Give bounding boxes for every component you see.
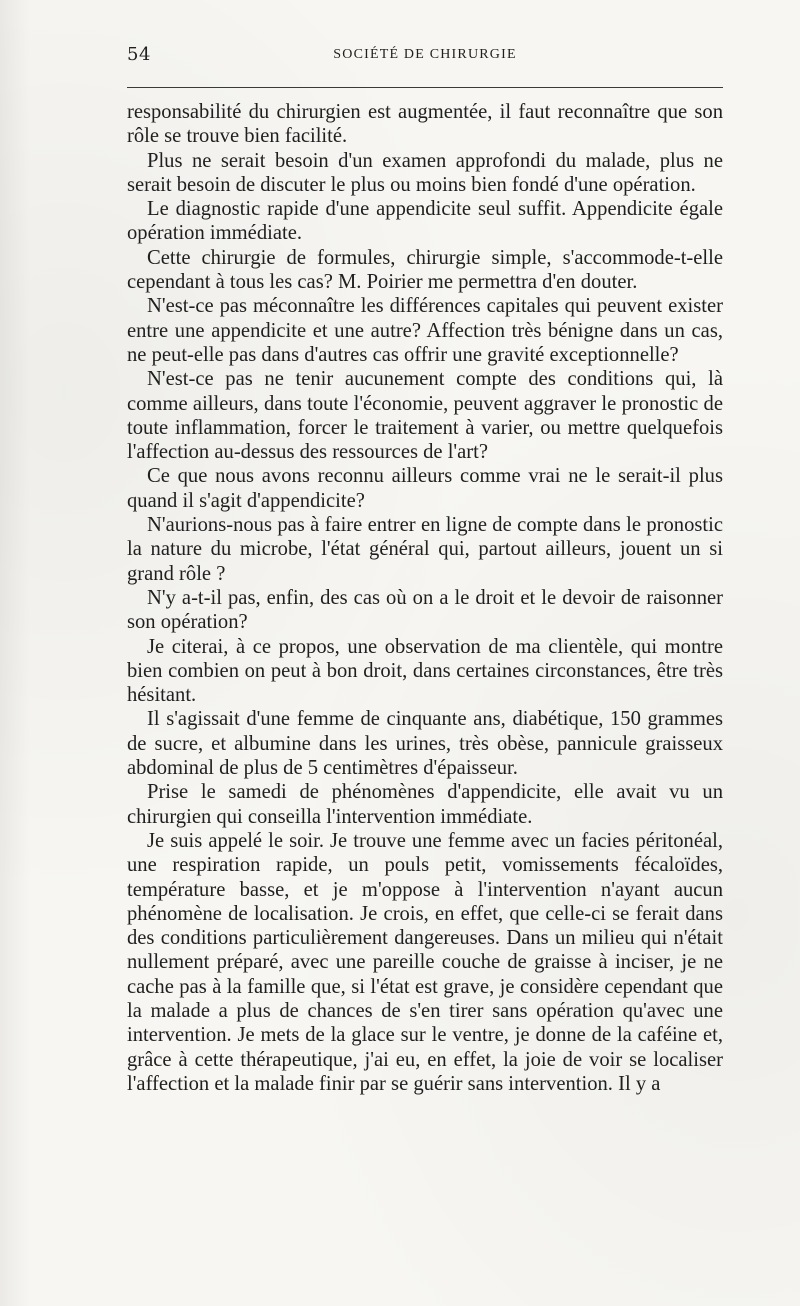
- page-number: 54: [127, 44, 151, 65]
- paragraph: N'est-ce pas ne tenir aucunement compte des conditions qui, là comme ailleurs, dans toute l'économie, peuvent aggraver le pronostic de toute inflammation, forcer le traitement à varier, ou mettre quelquefois l'affection au-dessus des ressources de l'art?: [127, 368, 723, 464]
- paragraph: N'y a-t-il pas, enfin, des cas où on a le droit et le devoir de raisonner son opération?: [127, 586, 723, 634]
- paragraph: Plus ne serait besoin d'un examen approfondi du malade, plus ne serait besoin de discuter le plus ou moins bien fondé d'une opération.: [127, 149, 723, 196]
- paragraph: N'aurions-nous pas à faire entrer en ligne de compte dans le pronostic la nature du microbe, l'état général qui, partout ailleurs, jouent un si grand rôle ?: [127, 514, 723, 585]
- paragraph: Je suis appelé le soir. Je trouve une femme avec un facies péritonéal, une respiration rapide, un pouls petit, vomissements fécaloïdes, température basse, et je m'oppose à l'intervention n'ayant aucun phénomène de localisation. Je crois, en effet, que celle-ci se ferait dans des conditions particulièrement dangereuses. Dans un milieu qui n'était nullement préparé, avec une pareille couche de graisse à inciser, je ne cache pas à la famille que, si l'état est grave, je considère cependant que la malade a plus de chances de s'en tirer sans opération qu'avec une intervention. Je mets de la glace sur le ventre, je donne de la caféine et, grâce à cette thérapeutique, j'ai eu, en effet, la joie de voir se localiser l'affection et la malade finir par se guérir sans intervention. Il y a: [127, 829, 723, 1095]
- paragraph: responsabilité du chirurgien est augmentée, il faut reconnaître que son rôle se trouve bien facilité.: [127, 101, 723, 148]
- paragraph: Le diagnostic rapide d'une appendicite seul suffit. Appendicite égale opération immédiate.: [127, 198, 723, 245]
- paragraph: Je citerai, à ce propos, une observation de ma clientèle, qui montre bien combien on peut à bon droit, dans certaines circonstances, être très hésitant.: [127, 635, 723, 707]
- running-title: SOCIÉTÉ DE CHIRURGIE: [333, 47, 517, 62]
- paragraph: Il s'agissait d'une femme de cinquante ans, diabétique, 150 grammes de sucre, et albumine dans les urines, très obèse, pannicule graisseux abdominal de plus de 5 centimètres d'épaisseur.: [127, 708, 723, 780]
- paragraph: Cette chirurgie de formules, chirurgie simple, s'accommode-t-elle cependant à tous les cas? M. Poirier me permettra d'en douter.: [127, 246, 723, 294]
- body-text: [127, 100, 723, 1096]
- paragraph: N'est-ce pas méconnaître les différences capitales qui peuvent exister entre une appendicite et une autre? Affection très bénigne dans un cas, ne peut-elle pas dans d'autres cas offrir une gravité exceptionnelle?: [127, 295, 723, 366]
- page-edge-shadow: [0, 0, 30, 1306]
- header-rule: [127, 87, 723, 88]
- paragraph: Ce que nous avons reconnu ailleurs comme vrai ne le serait-il plus quand il s'agit d'appendicite?: [127, 465, 723, 512]
- page-header: [127, 44, 723, 74]
- paragraph: Prise le samedi de phénomènes d'appendicite, elle avait vu un chirurgien qui conseilla l'intervention immédiate.: [127, 781, 723, 828]
